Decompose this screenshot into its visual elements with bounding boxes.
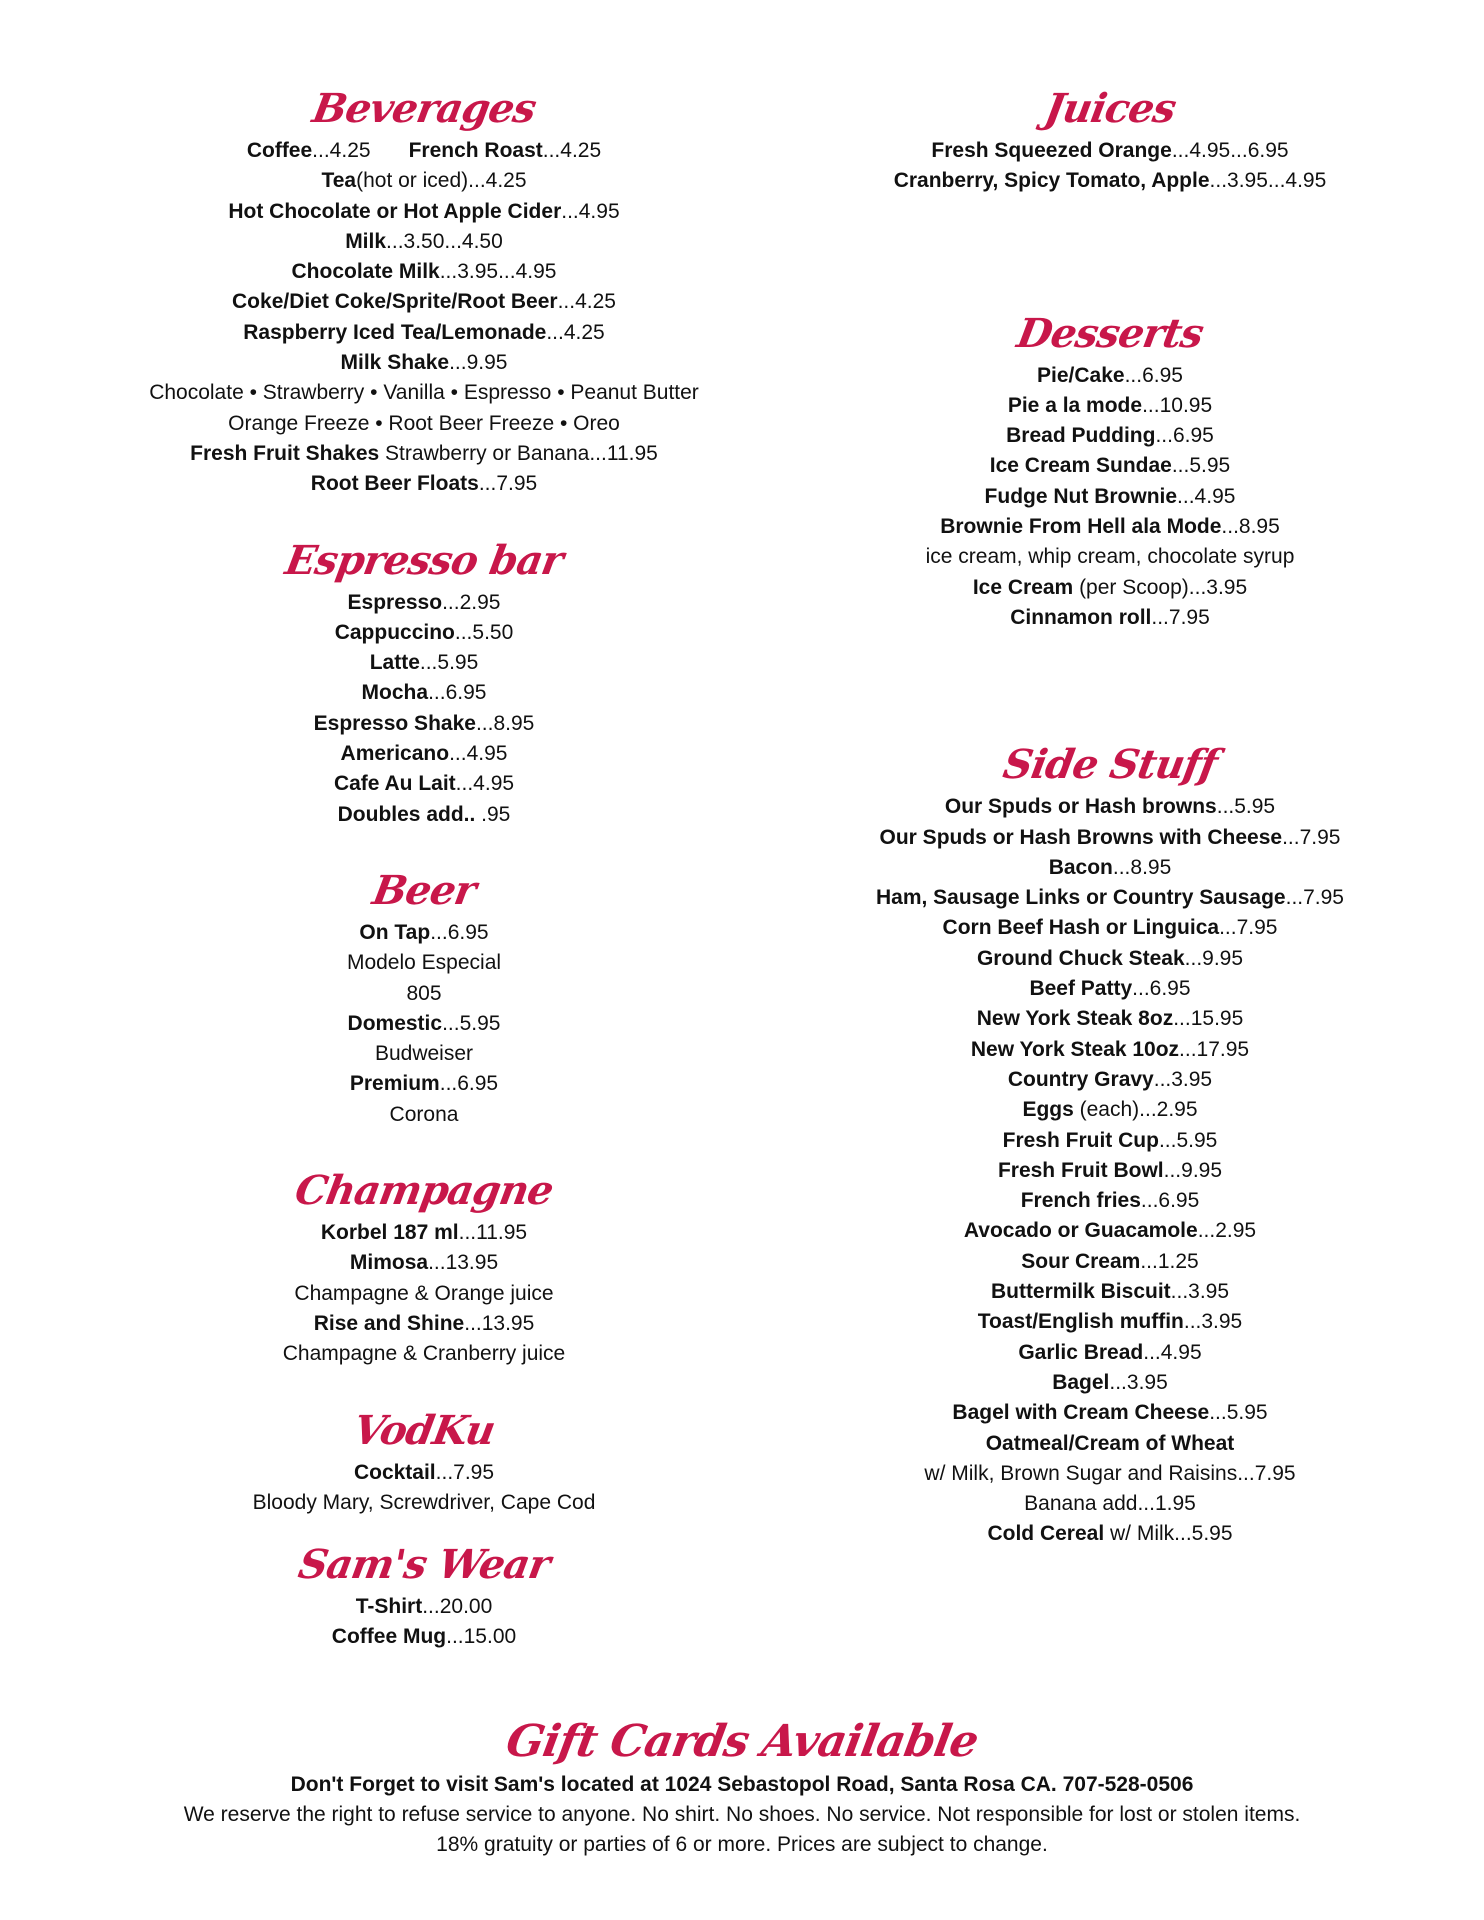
item-detail: ...6.95 bbox=[428, 681, 487, 705]
menu-item bbox=[90, 318, 758, 348]
item-detail: ...4.25 bbox=[542, 139, 602, 162]
item-name: Espresso Shake bbox=[313, 711, 476, 735]
item-detail: ...4.95 bbox=[561, 199, 620, 223]
section-sam-s-wear bbox=[90, 1538, 758, 1653]
item-name: Oatmeal/Cream of Wheat bbox=[985, 1431, 1235, 1455]
item-detail: Budweiser bbox=[374, 1042, 474, 1066]
menu-item bbox=[800, 166, 1420, 196]
section-side-stuff bbox=[800, 738, 1420, 1549]
item-detail: ...15.00 bbox=[446, 1625, 517, 1649]
item-detail: (each)...2.95 bbox=[1073, 1098, 1198, 1122]
menu-item bbox=[90, 648, 758, 678]
item-name: Tea bbox=[321, 169, 357, 193]
item-name: Milk Shake bbox=[340, 351, 450, 375]
menu-item bbox=[800, 1307, 1420, 1337]
item-detail: ...4.95 bbox=[449, 742, 508, 766]
item-detail: w/ Milk...5.95 bbox=[1104, 1522, 1233, 1546]
menu-item bbox=[90, 918, 758, 948]
menu-item bbox=[90, 227, 758, 257]
section-heading: VodKu bbox=[349, 1406, 499, 1454]
item-detail: ...5.95 bbox=[442, 1011, 501, 1035]
item-name: Bagel with Cream Cheese bbox=[952, 1401, 1210, 1425]
item-detail: ...6.95 bbox=[1140, 1189, 1200, 1213]
item-detail: ...9.95 bbox=[449, 351, 508, 375]
item-detail: ...15.95 bbox=[1173, 1007, 1244, 1031]
menu-item bbox=[800, 1489, 1420, 1519]
item-detail: Champagne & Orange juice bbox=[294, 1281, 554, 1305]
section-juices bbox=[800, 82, 1420, 197]
item-name: Cinnamon roll bbox=[1010, 605, 1152, 629]
section-heading: Beverages bbox=[308, 85, 540, 132]
item-detail: ...5.95 bbox=[1171, 454, 1231, 478]
section-vodku bbox=[90, 1404, 758, 1519]
item-detail: ...5.95 bbox=[1216, 795, 1276, 819]
item-name: Our Spuds or Hash browns bbox=[944, 795, 1217, 819]
menu-item bbox=[800, 1277, 1420, 1307]
menu-item bbox=[800, 792, 1420, 822]
menu-item bbox=[800, 603, 1420, 633]
item-name: Ground Chuck Steak bbox=[976, 946, 1185, 970]
item-detail: ...4.95 bbox=[1143, 1340, 1202, 1364]
item-name: Premium bbox=[349, 1072, 440, 1096]
item-detail: ...5.50 bbox=[454, 620, 514, 644]
section-beverages bbox=[90, 82, 758, 500]
menu-item bbox=[90, 378, 758, 408]
item-name: Cranberry, Spicy Tomato, Apple bbox=[893, 169, 1210, 193]
item-name: Chocolate Milk bbox=[291, 260, 440, 284]
section-heading: Side Stuff bbox=[999, 741, 1221, 789]
item-detail: ...3.50...4.50 bbox=[386, 229, 503, 253]
item-detail: ...8.95 bbox=[1221, 515, 1280, 539]
item-name: Corn Beef Hash or Linguica bbox=[942, 916, 1220, 940]
menu-item bbox=[800, 853, 1420, 883]
item-detail: ...6.95 bbox=[439, 1072, 499, 1096]
menu-item bbox=[90, 197, 758, 227]
item-detail: ...1.25 bbox=[1140, 1249, 1199, 1273]
menu-item bbox=[90, 1592, 758, 1622]
menu-item bbox=[800, 1156, 1420, 1186]
menu-item bbox=[800, 1035, 1420, 1065]
menu-item bbox=[800, 1247, 1420, 1277]
section-heading: Champagne bbox=[291, 1167, 557, 1215]
menu-item bbox=[90, 1279, 758, 1309]
item-detail: ...5.95 bbox=[1209, 1401, 1268, 1425]
menu-item bbox=[90, 1458, 758, 1488]
item-detail: Banana add...1.95 bbox=[1024, 1492, 1196, 1516]
menu-item bbox=[90, 800, 758, 830]
item-name: Mocha bbox=[361, 681, 429, 705]
menu-item bbox=[800, 451, 1420, 481]
item-name: New York Steak 8oz bbox=[976, 1007, 1174, 1031]
menu-item bbox=[800, 421, 1420, 451]
section-heading: Desserts bbox=[1013, 309, 1207, 357]
item-name: Garlic Bread bbox=[1018, 1340, 1144, 1364]
item-name: Domestic bbox=[347, 1011, 443, 1035]
item-name: Mimosa bbox=[349, 1251, 429, 1275]
menu-item bbox=[800, 1519, 1420, 1549]
item-detail: Strawberry or Banana...11.95 bbox=[379, 441, 658, 465]
menu-item bbox=[90, 618, 758, 648]
item-name: Fresh Squeezed Orange bbox=[931, 139, 1172, 162]
item-name: Brownie From Hell ala Mode bbox=[940, 515, 1222, 539]
item-detail: Chocolate • Strawberry • Vanilla • Espresso • Peanut Butter bbox=[149, 381, 699, 405]
left-column bbox=[90, 82, 758, 1653]
menu-item bbox=[90, 257, 758, 287]
item-detail: ...20.00 bbox=[422, 1595, 493, 1619]
right-column bbox=[800, 82, 1420, 1550]
item-name: Doubles add.. bbox=[337, 802, 482, 826]
address-line: Don't Forget to visit Sam's located at 1024 Sebastopol Road, Santa Rosa CA. 707-528-0506 bbox=[290, 1773, 1194, 1796]
item-name: Hot Chocolate or Hot Apple Cider bbox=[228, 199, 562, 223]
item-detail: ...6.95 bbox=[430, 920, 489, 944]
section-heading: Juices bbox=[1041, 85, 1179, 132]
menu-item bbox=[800, 1459, 1420, 1489]
menu-item bbox=[800, 944, 1420, 974]
item-detail: ...2.95 bbox=[442, 590, 501, 614]
menu-item bbox=[800, 1368, 1420, 1398]
item-detail: .95 bbox=[481, 802, 511, 826]
item-detail: ...3.95...4.95 bbox=[1209, 169, 1327, 193]
menu-item bbox=[90, 1488, 758, 1518]
item-detail: w/ Milk, Brown Sugar and Raisins...7.95 bbox=[924, 1461, 1296, 1485]
item-detail: (hot or iced)...4.25 bbox=[356, 169, 527, 193]
menu-item bbox=[90, 1622, 758, 1652]
item-detail: ...17.95 bbox=[1179, 1037, 1250, 1061]
item-detail: (per Scoop)...3.95 bbox=[1073, 575, 1248, 599]
menu-item bbox=[800, 1126, 1420, 1156]
menu-item bbox=[800, 1186, 1420, 1216]
item-name: Fudge Nut Brownie bbox=[984, 484, 1178, 508]
menu-item bbox=[90, 979, 758, 1009]
item-name: Cappuccino bbox=[334, 620, 455, 644]
menu-item bbox=[90, 409, 758, 439]
item-name: Korbel 187 ml bbox=[320, 1221, 459, 1245]
item-detail: Bloody Mary, Screwdriver, Cape Cod bbox=[252, 1490, 596, 1514]
policy-line: We reserve the right to refuse service to anyone. No shirt. No shoes. No service. Not responsible for lost or stolen items. bbox=[183, 1803, 1301, 1826]
item-detail: ...5.95 bbox=[419, 651, 479, 675]
section-heading: Sam's Wear bbox=[294, 1541, 554, 1589]
item-detail: ...3.95 bbox=[1153, 1067, 1213, 1091]
item-name: Root Beer Floats bbox=[310, 472, 479, 496]
item-name: Bagel bbox=[1052, 1370, 1110, 1394]
menu-item bbox=[800, 1216, 1420, 1246]
menu-item bbox=[800, 974, 1420, 1004]
item-name: T-Shirt bbox=[355, 1595, 423, 1619]
item-name: Bread Pudding bbox=[1006, 424, 1156, 448]
menu-item bbox=[90, 709, 758, 739]
menu-item bbox=[90, 439, 758, 469]
item-name: Cafe Au Lait bbox=[333, 772, 456, 796]
menu-item bbox=[800, 1429, 1420, 1459]
menu-item bbox=[90, 769, 758, 799]
menu-item bbox=[800, 913, 1420, 943]
menu-item bbox=[800, 482, 1420, 512]
menu-item bbox=[800, 391, 1420, 421]
item-name: Coke/Diet Coke/Sprite/Root Beer bbox=[232, 290, 558, 314]
gift-cards-heading: Gift Cards Available bbox=[502, 1716, 982, 1767]
item-name: Bacon bbox=[1048, 855, 1113, 879]
section-espresso-bar bbox=[90, 534, 758, 830]
item-detail: ...4.25 bbox=[557, 290, 616, 314]
item-name: Ice Cream Sundae bbox=[989, 454, 1172, 478]
item-name: Fresh Fruit Bowl bbox=[997, 1158, 1164, 1182]
menu-item bbox=[90, 948, 758, 978]
footer bbox=[0, 1714, 1484, 1860]
menu-item bbox=[800, 542, 1420, 572]
item-name: On Tap bbox=[359, 920, 431, 944]
menu-item bbox=[800, 1095, 1420, 1125]
item-name: Cocktail bbox=[353, 1460, 436, 1484]
section-heading: Espresso bar bbox=[281, 536, 567, 584]
menu-item bbox=[90, 1218, 758, 1248]
item-detail: ...11.95 bbox=[458, 1221, 528, 1245]
section-heading: Beer bbox=[369, 866, 480, 914]
menu-item bbox=[90, 1309, 758, 1339]
section-desserts bbox=[800, 307, 1420, 634]
item-name: Americano bbox=[340, 742, 450, 766]
section-beer bbox=[90, 864, 758, 1130]
item-detail: ...8.95 bbox=[1112, 855, 1172, 879]
menu-item bbox=[800, 1338, 1420, 1368]
item-name: Cold Cereal bbox=[987, 1522, 1105, 1546]
item-name: Beef Patty bbox=[1029, 977, 1133, 1001]
item-detail: ice cream, whip cream, chocolate syrup bbox=[925, 545, 1295, 569]
menu-item bbox=[90, 166, 758, 196]
item-detail: ...10.95 bbox=[1142, 393, 1213, 417]
menu-item bbox=[90, 348, 758, 378]
menu-item bbox=[90, 1039, 758, 1069]
item-detail: Orange Freeze • Root Beer Freeze • Oreo bbox=[228, 411, 620, 435]
item-detail: ...9.95 bbox=[1184, 946, 1244, 970]
menu-item bbox=[800, 573, 1420, 603]
menu-item bbox=[800, 823, 1420, 853]
menu-item bbox=[90, 469, 758, 499]
item-name: Coffee Mug bbox=[331, 1625, 447, 1649]
item-name: Milk bbox=[345, 229, 387, 253]
item-name: French Roast bbox=[408, 139, 543, 162]
item-name: Latte bbox=[369, 651, 420, 675]
item-detail: ...4.95 bbox=[1177, 484, 1236, 508]
item-name: Fresh Fruit Shakes bbox=[190, 441, 380, 465]
item-detail: ...6.95 bbox=[1124, 363, 1183, 387]
item-detail: ...7.95 bbox=[1151, 605, 1210, 629]
item-detail: ...3.95 bbox=[1170, 1280, 1230, 1304]
item-name: Eggs bbox=[1022, 1098, 1074, 1122]
item-detail: ...7.95 bbox=[435, 1460, 495, 1484]
item-detail: ...6.95 bbox=[1132, 977, 1191, 1001]
item-detail: 805 bbox=[406, 981, 442, 1005]
item-detail: ...3.95...4.95 bbox=[439, 260, 557, 284]
item-detail: ...4.95...6.95 bbox=[1171, 139, 1289, 162]
menu-item bbox=[800, 136, 1420, 166]
item-name: Fresh Fruit Cup bbox=[1002, 1128, 1159, 1152]
menu-item bbox=[90, 1069, 758, 1099]
item-name: Raspberry Iced Tea/Lemonade bbox=[243, 320, 547, 344]
item-detail: ...2.95 bbox=[1197, 1219, 1257, 1243]
menu-item bbox=[90, 1009, 758, 1039]
item-detail: ...4.25 bbox=[546, 320, 605, 344]
item-name: Sour Cream bbox=[1021, 1249, 1141, 1273]
menu-item bbox=[90, 739, 758, 769]
item-name: Espresso bbox=[347, 590, 443, 614]
menu-item bbox=[800, 1398, 1420, 1428]
menu-item bbox=[90, 588, 758, 618]
item-detail: ...8.95 bbox=[475, 711, 535, 735]
item-name: New York Steak 10oz bbox=[970, 1037, 1180, 1061]
menu-item bbox=[800, 1065, 1420, 1095]
menu-item bbox=[90, 136, 758, 166]
item-name: Buttermilk Biscuit bbox=[990, 1280, 1171, 1304]
item-name: Country Gravy bbox=[1007, 1067, 1154, 1091]
menu-item bbox=[90, 1339, 758, 1369]
menu-item bbox=[90, 1248, 758, 1278]
menu-item bbox=[800, 361, 1420, 391]
menu-item bbox=[800, 512, 1420, 542]
section-champagne bbox=[90, 1164, 758, 1369]
menu-item bbox=[800, 883, 1420, 913]
item-detail: Modelo Especial bbox=[346, 951, 502, 975]
item-detail: ...13.95 bbox=[428, 1251, 499, 1275]
menu-item bbox=[90, 1100, 758, 1130]
item-detail: ...7.95 bbox=[1285, 886, 1344, 910]
item-detail: ...7.95 bbox=[1219, 916, 1278, 940]
menu-item bbox=[90, 287, 758, 317]
item-name: Pie a la mode bbox=[1007, 393, 1143, 417]
item-detail: ...4.95 bbox=[455, 772, 515, 796]
item-name: Our Spuds or Hash Browns with Cheese bbox=[879, 825, 1283, 849]
item-name: Pie/Cake bbox=[1037, 363, 1125, 387]
item-detail: ...6.95 bbox=[1155, 424, 1214, 448]
item-name: Ice Cream bbox=[972, 575, 1074, 599]
item-name: Toast/English muffin bbox=[977, 1310, 1184, 1334]
item-detail: Corona bbox=[389, 1102, 459, 1126]
item-name: Rise and Shine bbox=[313, 1311, 465, 1335]
item-detail: ...5.95 bbox=[1158, 1128, 1218, 1152]
menu-item bbox=[800, 1004, 1420, 1034]
item-detail: ...7.95 bbox=[1282, 825, 1341, 849]
item-detail: Champagne & Cranberry juice bbox=[282, 1342, 566, 1366]
item-name: Avocado or Guacamole bbox=[963, 1219, 1198, 1243]
item-name: Ham, Sausage Links or Country Sausage bbox=[875, 886, 1286, 910]
item-detail: ...13.95 bbox=[464, 1311, 535, 1335]
gratuity-line: 18% gratuity or parties of 6 or more. Prices are subject to change. bbox=[436, 1833, 1048, 1856]
item-detail: ...4.25 bbox=[312, 139, 371, 162]
item-name: French fries bbox=[1020, 1189, 1141, 1213]
item-name: Coffee bbox=[246, 139, 313, 162]
item-detail: ...9.95 bbox=[1163, 1158, 1223, 1182]
menu-item bbox=[90, 678, 758, 708]
item-detail: ...3.95 bbox=[1109, 1370, 1168, 1394]
item-detail: ...7.95 bbox=[478, 472, 538, 496]
item-detail: ...3.95 bbox=[1183, 1310, 1243, 1334]
